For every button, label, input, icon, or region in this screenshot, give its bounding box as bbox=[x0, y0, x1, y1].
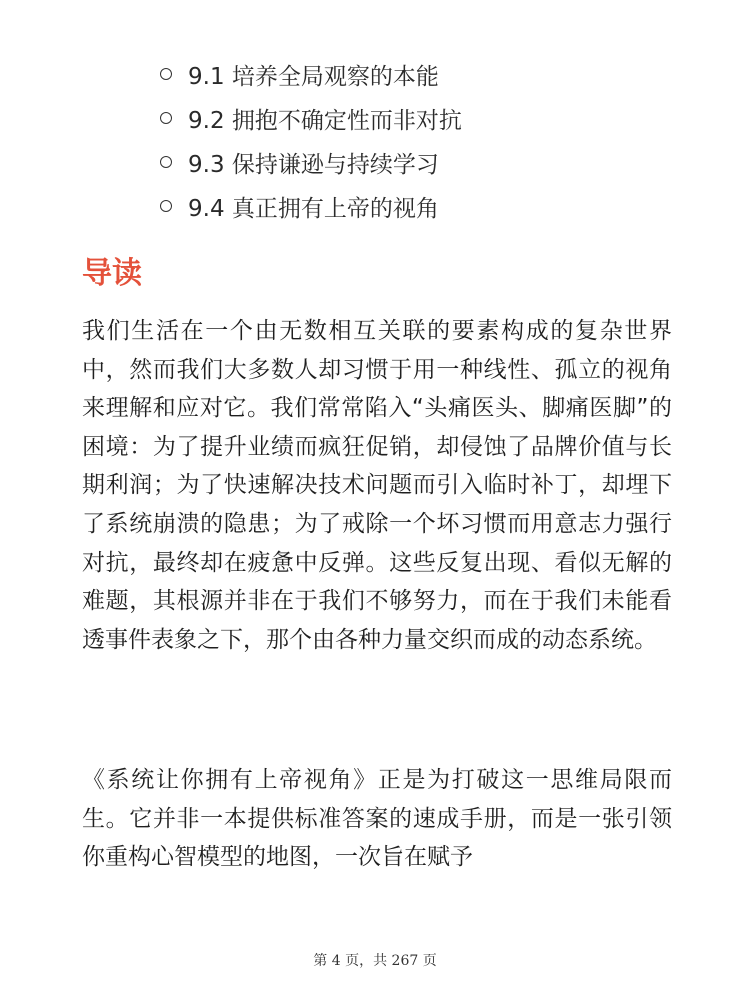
toc-item[interactable] bbox=[160, 96, 462, 140]
toc-item[interactable] bbox=[160, 52, 462, 96]
circle-bullet-icon bbox=[160, 68, 172, 80]
body-paragraph: 我们生活在一个由无数相互关联的要素构成的复杂世界中，然而我们大多数人却习惯于用一种线性、孤立的视角来理解和应对它。我们常常陷入“头痛医头、脚痛医脚”的困境：为了提升业绩而疯狂促销，却侵蚀了品牌价值与长期利润；为了快速解决技术问题而引入临时补丁，却埋下了系统崩溃的隐患；为了戒除一个坏习惯而用意志力强行对抗，最终却在疲惫中反弹。这些反复出现、看似无解的难题，其根源并非在于我们不够努力，而在于我们未能看透事件表象之下，那个由各种力量交织而成的动态系统。 bbox=[82, 318, 672, 653]
circle-bullet-icon bbox=[160, 200, 172, 212]
body-paragraph: 《系统让你拥有上帝视角》正是为打破这一思维局限而生。它并非一本提供标准答案的速成手册，而是一张引领你重构心智模型的地图，一次旨在赋予 bbox=[82, 767, 672, 871]
toc-item-label: 9.2 拥抱不确定性而非对抗 bbox=[188, 107, 462, 134]
toc-item[interactable] bbox=[160, 140, 462, 184]
toc-item-label: 9.4 真正拥有上帝的视角 bbox=[188, 195, 439, 222]
section-heading: 导读 bbox=[82, 256, 142, 291]
toc-item-label: 9.3 保持谦逊与持续学习 bbox=[188, 151, 439, 178]
table-of-contents bbox=[160, 52, 462, 228]
page-footer: 第 4 页，共 267 页 bbox=[313, 953, 437, 969]
toc-item-label: 9.1 培养全局观察的本能 bbox=[188, 63, 439, 90]
circle-bullet-icon bbox=[160, 156, 172, 168]
toc-item[interactable] bbox=[160, 184, 462, 228]
circle-bullet-icon bbox=[160, 112, 172, 124]
